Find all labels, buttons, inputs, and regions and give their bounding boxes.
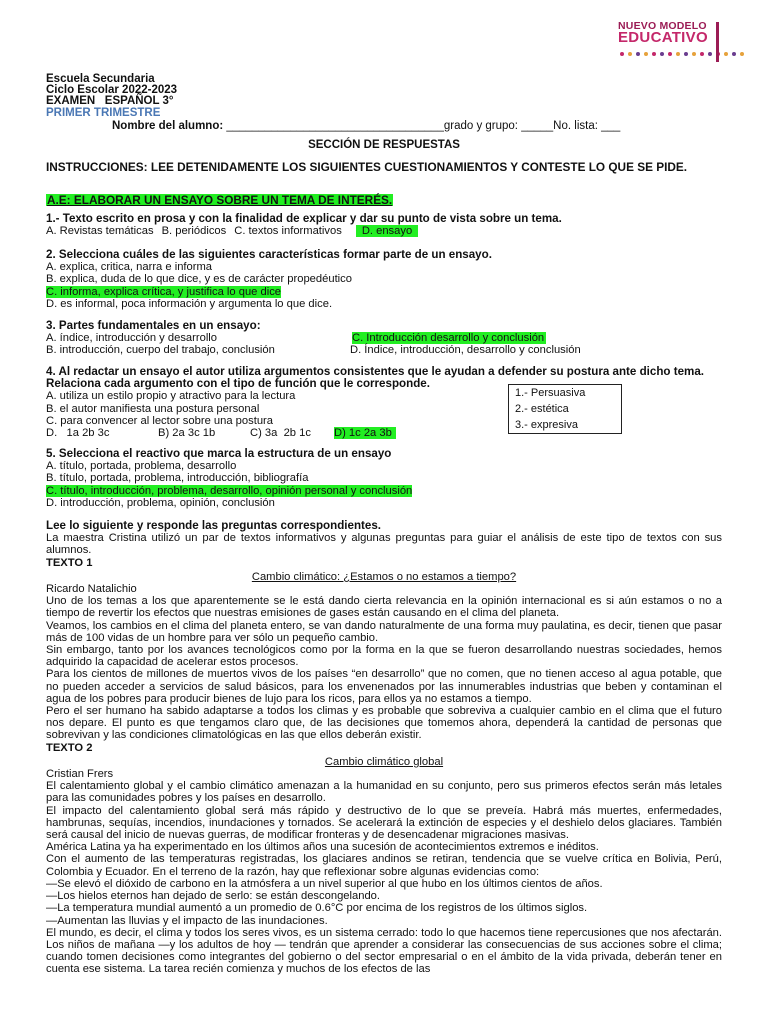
q4-option-2: B) 2a 3c 1b — [158, 427, 216, 440]
question-2-text: 2. Selecciona cuáles de las siguientes características formar parte de un ensayo. — [46, 248, 492, 261]
q5-option-d: D. introducción, problema, opinión, conclusión — [46, 496, 275, 509]
school-name: Escuela Secundaria — [46, 73, 155, 85]
q4-function-legend — [508, 384, 622, 434]
q3-row-2 — [46, 344, 722, 356]
text-1-paragraph-4: Para los cientos de millones de muertos vivos de los países “en desarrollo” que no comen, que no tienen acceso al agua potable, que no pueden acceder a servicios de salud básicos, para los envenenados por las innumerables industrias que beben y contaminan el agua de los pobres para producir bienes de lujo para los ricos, para ellos ya no estamos a tiempo. — [46, 668, 722, 705]
student-name-label: Nombre del alumno: — [112, 120, 224, 132]
exam-title: EXAMEN ESPAÑOL 3° — [46, 95, 174, 108]
q3-option-b: B. introducción, cuerpo del trabajo, conclusión — [46, 344, 275, 357]
text-1-paragraph-2: Veamos, los cambios en el clima del planeta entero, se van dando naturalmente de una forma muy paulatina, es decir, tienen que pasar más de 100 vidas de un hombre para ver sólo un pequeño cambio. — [46, 619, 722, 644]
text-2-title: Cambio climático global — [324, 755, 444, 768]
q4-option-1: D. 1a 2b 3c — [46, 427, 110, 440]
reading-lead: Lee lo siguiente y responde las preguntas correspondientes. — [46, 519, 382, 532]
q4-option-4-answer: D) 1c 2a 3b — [334, 427, 396, 439]
q1-option-c: C. textos informativos — [234, 225, 342, 238]
question-1-text: 1.- Texto escrito en prosa y con la finalidad de explicar y dar su punto de vista sobre un tema. — [46, 212, 562, 225]
question-4-text: 4. Al redactar un ensayo el autor utiliza argumentos consistentes que le ayudan a defender su postura ante dicho tema. Relaciona cada argumento con el tipo de función que le corresponde. — [46, 365, 705, 391]
text-2-paragraph-1: El calentamiento global y el cambio climático amenazan a la humanidad en su conjunto, pero sus primeros efectos serán más letales para las comunidades pobres y los países en desarrollo. — [46, 780, 722, 805]
section-title: SECCIÓN DE RESPUESTAS — [308, 139, 460, 151]
q1-option-d-answer: D. ensayo — [356, 225, 418, 237]
q1-option-a: A. Revistas temáticas — [46, 225, 154, 238]
text-1-paragraph-5: Pero el ser humano ha sabido adaptarse a todos los climas y es probable que sobreviva a cualquier cambio en el clima que el futuro nos depare. El punto es que tengamos claro que, de las decisiones que tomemos ahora, dependerá la cantidad de personas que sobrevivan y las condiciones climatológicas en las que ellos deberán existir. — [46, 705, 722, 742]
term-label: PRIMER TRIMESTRE — [46, 106, 161, 119]
text-2-paragraph-4: Con el aumento de las temperaturas registradas, los glaciares andinos se retiran, tendencia que se vuelve crítica en Bolivia, Perú, Colombia y Ecuador. En el terreno de la razón, hay que reflexionar sobre algunas evidencias como: — [46, 853, 722, 878]
text-1-label: TEXTO 1 — [46, 556, 93, 569]
legend-item-3: 3.- expresiva — [515, 419, 578, 431]
q3-option-a: A. índice, introducción y desarrollo — [46, 332, 218, 345]
q4-item-a: A. utiliza un estilo propio y atractivo para la lectura — [46, 390, 296, 403]
reading-intro: La maestra Cristina utilizó un par de textos informativos y algunas preguntas para guiar el análisis de este tipo de textos con sus alumnos. — [46, 532, 722, 557]
logo-line1: NUEVO MODELO — [618, 20, 707, 32]
text-2-author: Cristian Frers — [46, 768, 114, 781]
text-1-title: Cambio climático: ¿Estamos o no estamos a tiempo? — [251, 570, 517, 583]
school-cycle: Ciclo Escolar 2022-2023 — [46, 84, 178, 97]
question-2 — [46, 249, 722, 310]
logo-dots — [620, 52, 744, 56]
q2-option-d: D. es informal, poca información y argumenta lo que dice. — [46, 297, 333, 310]
q4-item-c: C. para convencer al lector sobre una postura — [46, 414, 273, 427]
q4-item-b: B. el autor manifiesta una postura personal — [46, 402, 260, 415]
learning-expectation: A.E: ELABORAR UN ENSAYO SOBRE UN TEMA DE INTERÉS. — [47, 193, 393, 207]
reading-section — [46, 520, 722, 976]
text-2-paragraph-5: El mundo, es decir, el clima y todos los seres vivos, es un sistema cerrado: todo lo que hacemos tiene repercusiones que nos afectarán. Los niños de mañana —y los adultos de hoy — tendrán que aprender a considerar las consecuencias de sus acciones sobre el clima; cuando tomen decisiones como integrantes del gobierno o del sector empresarial o en el ámbito de la vida privada, deberán tener en cuenta ese sistema. La tarea recién comienza y muchos de los efectos de las — [46, 926, 722, 976]
text-1-paragraph-3: Sin embargo, tanto por los avances tecnológicos como por la forma en la que se fueron desarrollando nuestras sociedades, hemos adquirido la capacidad de acelerar estos procesos. — [46, 644, 722, 669]
student-info-line — [112, 120, 620, 132]
text-2-paragraph-2: El impacto del calentamiento global será más rápido y destructivo de lo que se preveía. Habrá más muertes, enfermedades, hambrunas, sequías, incendios, inundaciones y tornados. Se acelerará la extinción de especies y el deshielo delos glaciares. También será causal del inicio de nuevas guerras, de modificar fronteras y de desencadenar migraciones masivas. — [46, 804, 722, 842]
text-2-bullet-1: —Se elevó el dióxido de carbono en la atmósfera a un nivel superior al que hubo en los últimos cientos de años. — [46, 877, 603, 890]
question-5 — [46, 448, 722, 509]
legend-item-2: 2.- estética — [515, 403, 569, 415]
question-1 — [46, 213, 722, 237]
text-2-paragraph-3: América Latina ya ha experimentado en los últimos años una sucesión de acontecimientos extremos e inéditos. — [46, 841, 599, 854]
legend-item-1: 1.- Persuasiva — [515, 387, 586, 399]
q3-option-c-answer: C. Introducción desarrollo y conclusión — [352, 332, 545, 345]
q3-row-1 — [46, 332, 722, 344]
q2-option-b: B. explica, duda de lo que dice, y es de carácter propedéutico — [46, 273, 352, 286]
logo-bar — [716, 22, 719, 62]
text-2-bullet-3: —La temperatura mundial aumentó a un promedio de 0.6°C por encima de los registros de los últimos siglos. — [46, 902, 588, 915]
instructions: INSTRUCCIONES: LEE DETENIDAMENTE LOS SIGUIENTES CUESTIONAMIENTOS Y CONTESTE LO QUE SE PIDE. — [46, 160, 688, 174]
question-5-text: 5. Selecciona el reactivo que marca la estructura de un ensayo — [46, 447, 392, 460]
text-2-bullet-2: —Los hielos eternos han dejado de serlo: se están descongelando. — [46, 890, 380, 903]
logo-line2: EDUCATIVO — [618, 29, 708, 46]
text-1-author: Ricardo Natalichio — [46, 583, 137, 596]
question-1-options — [46, 225, 722, 237]
nuevo-modelo-educativo-logo — [612, 20, 722, 64]
question-3-text: 3. Partes fundamentales en un ensayo: — [46, 319, 261, 332]
q5-option-a: A. título, portada, problema, desarrollo — [46, 460, 237, 473]
exam-header — [46, 74, 177, 119]
q1-option-b: B. periódicos — [161, 225, 227, 238]
q2-option-c-answer: C. informa, explica crítica, y justifica lo que dice — [46, 285, 282, 298]
q5-option-b: B. título, portada, problema, introducción, bibliografía — [46, 472, 309, 485]
q4-option-3: C) 3a 2b 1c — [250, 427, 311, 440]
text-2-bullet-4: —Aumentan las lluvias y el impacto de las inundaciones. — [46, 914, 328, 927]
q3-option-d: D. Índice, introducción, desarrollo y conclusión — [350, 344, 581, 357]
text-2-label: TEXTO 2 — [46, 741, 93, 754]
student-info-blanks: __________________________________grado y grupo: _____No. lista: ___ — [223, 120, 621, 132]
q2-option-a: A. explica, critica, narra e informa — [46, 261, 213, 274]
question-3 — [46, 320, 722, 357]
text-1-paragraph-1: Uno de los temas a los que aparentemente se le está dando cierta relevancia en la opinión internacional es si aún estamos o no a tiempo de revertir los efectos que nuestras emisiones de gases están causando en el clima del planeta. — [46, 595, 722, 620]
q5-option-c-answer: C. título, introducción, problema, desarrollo, opinión personal y conclusión — [46, 484, 413, 497]
